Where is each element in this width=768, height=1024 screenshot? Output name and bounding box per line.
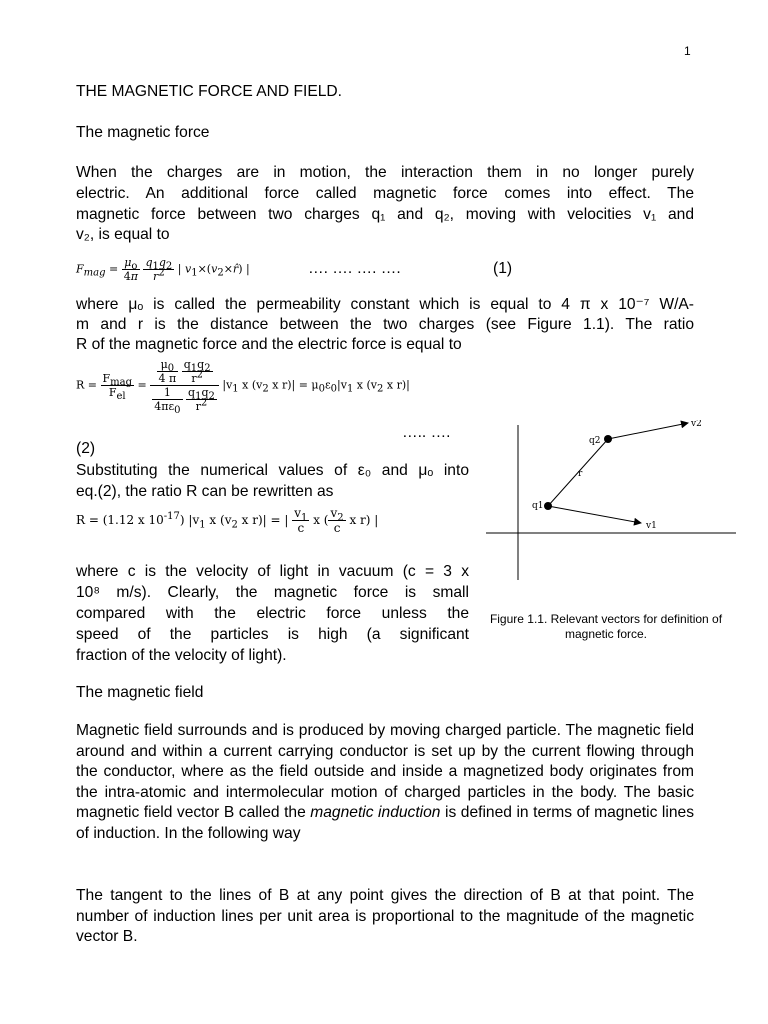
charge-q1-dot [544,502,552,510]
text-line: magnetic force between two charges q₁ and q₂, moving with velocities v₁ and [76,206,694,223]
label-v2: v2 [691,420,702,429]
text-run: is defined in terms of magnetic lines of induction. In the following way [76,804,694,842]
section-heading-magnetic-field: The magnetic field [76,684,204,701]
paragraph-magnetic-field [76,721,694,844]
equation-2-number: (2) [76,440,96,457]
equation-1: $F_{mag}$ = $\frac{\mu_o}{4\pi}$ $\frac{q_1q_2}{r^2}$ | $v_1\times(v_2\times r̂)$ | [76,256,250,283]
page-title: THE MAGNETIC FORCE AND FIELD. [76,83,342,100]
text-line: v₂, is equal to [76,226,170,243]
charge-q2-dot [604,435,612,443]
caption-line: Figure 1.1. Relevant vectors for definition of [489,612,723,626]
text-line: Substituting the numerical values of ε₀ and μₒ into [76,462,469,479]
equation-2: R = $\frac{F_{mag}}{F_{el}}$ = $\frac{\mu_0}{4 \pi}$ $\frac{q_1q_2}{r^2}$ $\frac{1}{4\pi\varepsilon_0}$ $\frac{q_1q_2}{r^2}$ $|v_1$ x ($v_2$ x $r)| = \mu_0\varepsilon_0|v_1$ x ($v_2$ x r)| [76,358,410,417]
page-number: 1 [684,44,691,58]
figure-vectors [486,420,736,585]
text-line: where μₒ is called the permeability constant which is equal to 4 π x 10⁻⁷ W/A- [76,296,694,313]
text-line: compared with the electric force unless the [76,605,469,622]
text-line: When the charges are in motion, the interaction them in no longer purely [76,164,694,181]
label-r: r [578,469,583,479]
text-line: electric. An additional force called magnetic force comes into effect. The [76,185,694,202]
text-line: R of the magnetic force and the electric force is equal to [76,336,462,353]
text-line: fraction of the velocity of light). [76,647,287,664]
magnetic-induction-term: magnetic induction [310,804,441,821]
equation-1-number: (1) [493,260,513,277]
text-line: 10⁸ m/s). Clearly, the magnetic force is small [76,584,469,601]
text-line: eq.(2), the ratio R can be rewritten as [76,483,334,500]
text-line: m and r is the distance between the two charges (see Figure 1.1). The ratio [76,316,694,333]
v1-arrow [548,506,641,523]
paragraph-tangent [76,886,694,948]
label-q1: q1 [532,501,544,511]
text-line: where c is the velocity of light in vacuum (c = 3 x [76,563,469,580]
label-q2: q2 [589,436,601,446]
label-v1: v1 [646,521,657,531]
equation-1-dots: …. …. …. …. [308,260,401,277]
text-run: Magnetic field surrounds and is produced by moving charged particle. The magnetic field around and within a current carrying conductor is set up by the current flowing through the conductor, where as the field outside and inside a magnetized body originates from the intra-atomic and intermolecular motion of charged particles in the body. The basic magnetic field vector B called the [76,722,694,821]
v2-arrow [608,423,688,439]
figure-caption [476,612,736,642]
equation-3: R = (1.12 x $10^{-17}$) $|v_1$ x ($v_2$ x r)| = | $\frac{v_1}{c}$ x ( $\frac{v_2}{c}$ x r) | [76,506,379,535]
paragraph-text [76,721,694,844]
caption-line: magnetic force. [564,627,648,641]
paragraph-text: The tangent to the lines of B at any point gives the direction of B at that point. The number of induction lines per unit area is proportional to the magnitude of the magnetic vector B. [76,887,694,945]
equation-2-dots: ….. …. [402,424,451,441]
text-line: speed of the particles is high (a significant [76,626,469,643]
section-heading-magnetic-force: The magnetic force [76,124,210,141]
